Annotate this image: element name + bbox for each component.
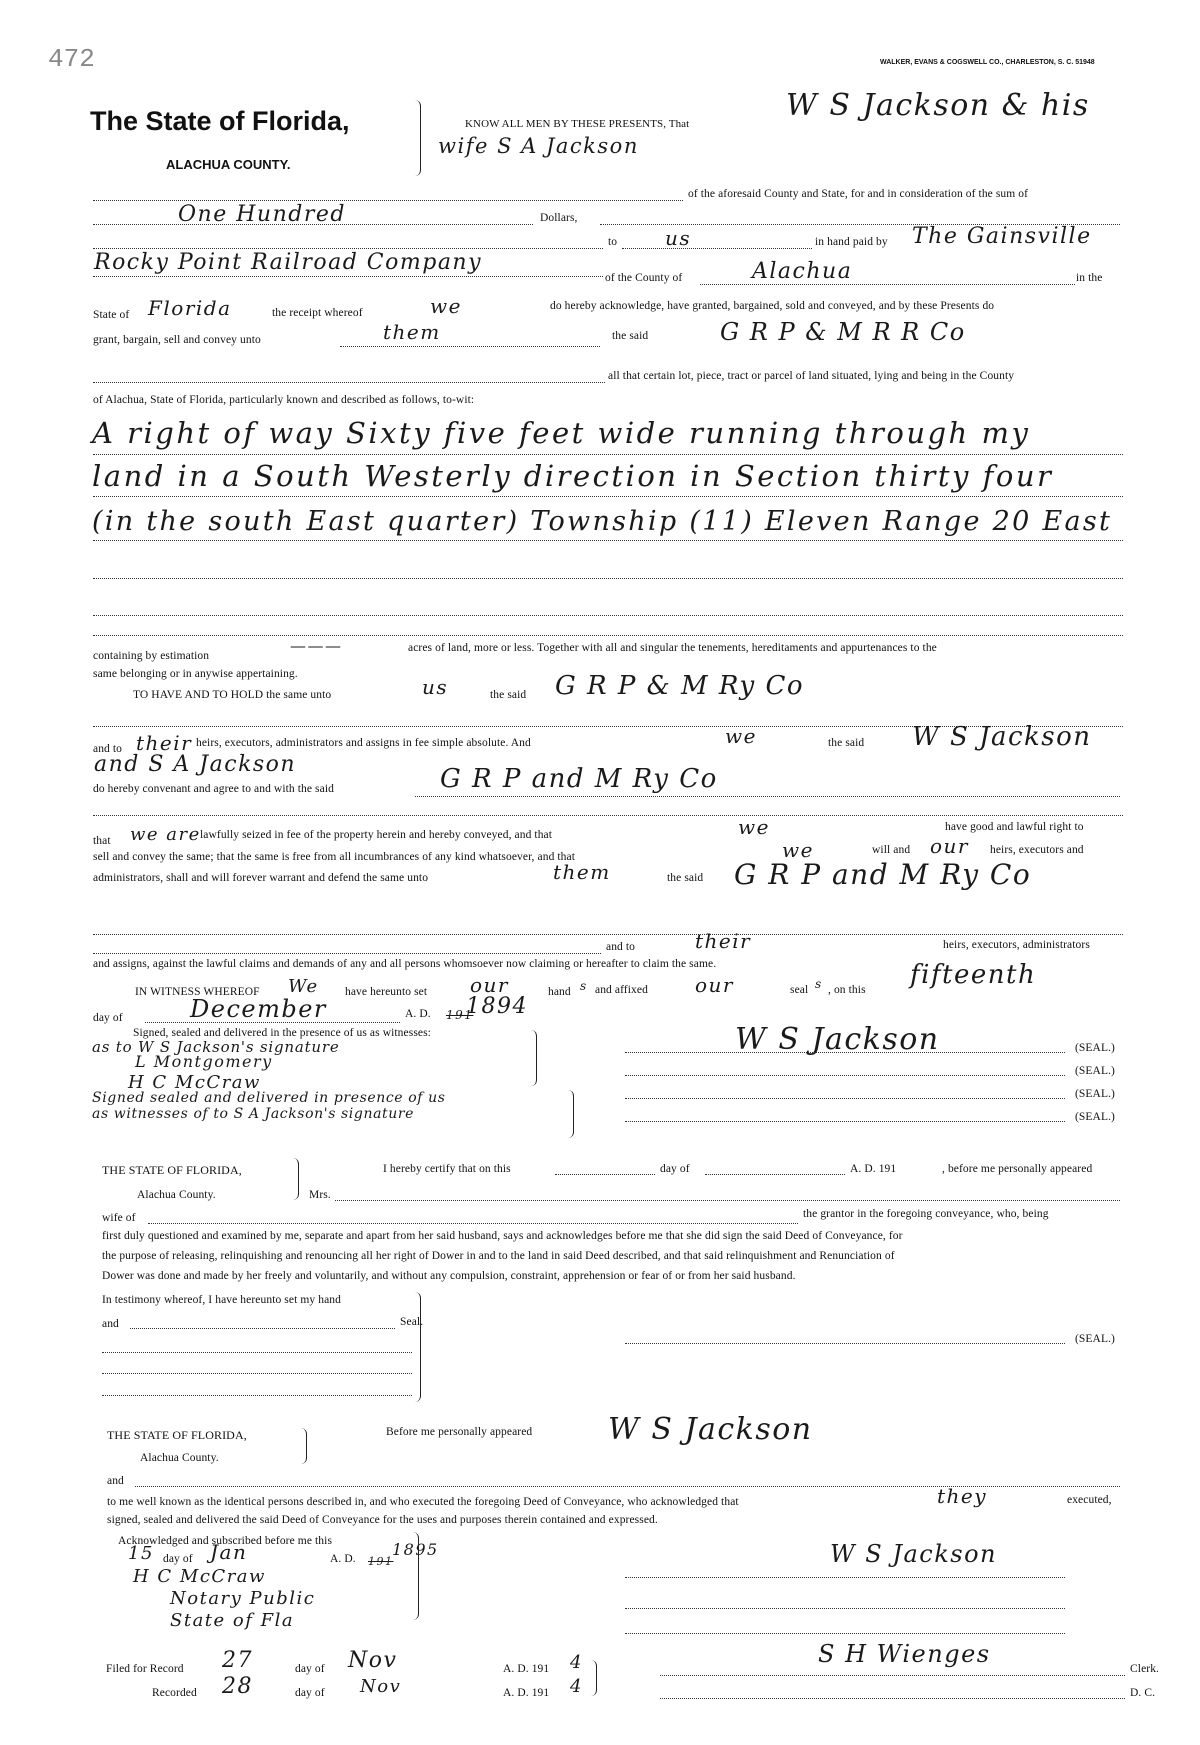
seal-line: [625, 1052, 1065, 1053]
on-this-handwritten: fifteenth: [910, 960, 1037, 990]
seal-suffix-handwritten: s: [815, 977, 823, 991]
seal-line: [625, 1343, 1065, 1344]
seal-label-inline: seal: [790, 984, 809, 996]
ack-day-handwritten: 15: [128, 1543, 154, 1564]
witness-brace: [528, 1030, 537, 1086]
ack-executed: executed,: [1067, 1494, 1112, 1506]
recorded-day-handwritten: 28: [222, 1674, 253, 1699]
all-that-text: all that certain lot, piece, tract or parcel of land situated, lying and being in the County: [608, 370, 1015, 382]
fill-line: [93, 248, 603, 249]
signed-sealed-text: Signed, sealed and delivered in the presence of us as witnesses:: [133, 1027, 431, 1039]
header-brace: [412, 100, 421, 176]
ack-year-struck-handwritten: 191: [368, 1555, 394, 1568]
containing-label: containing by estimation: [93, 650, 210, 662]
to-label: to: [608, 236, 618, 248]
fill-line: [660, 1698, 1125, 1699]
the-said-label-3: the said: [828, 737, 865, 749]
ad-year-handwritten: 1894: [466, 994, 528, 1019]
fill-line: [93, 615, 1123, 616]
in-witness-label: IN WITNESS WHEREOF: [135, 986, 260, 998]
said-grantor-handwritten: W S Jackson: [912, 722, 1092, 752]
witness-we-handwritten: We: [288, 976, 319, 997]
and-to-handwritten: their: [136, 731, 193, 755]
that-we-are-handwritten: we are: [130, 824, 201, 845]
dower-county: Alachua County.: [137, 1189, 216, 1201]
state-of-handwritten: Florida: [148, 296, 232, 320]
filed-day-of: day of: [295, 1663, 325, 1675]
and-to-label-2: and to: [606, 941, 636, 953]
amount-handwritten: One Hundred: [178, 202, 346, 227]
fill-line: [660, 1675, 1125, 1676]
fill-line: [622, 248, 812, 249]
receipt-label: the receipt whereof: [272, 307, 363, 319]
fill-line: [340, 346, 600, 347]
on-this-text: , on this: [828, 984, 866, 996]
ad-label: A. D.: [405, 1008, 431, 1020]
dower-certify: I hereby certify that on this: [383, 1163, 511, 1175]
to-have-label: TO HAVE AND TO HOLD the same unto: [133, 689, 332, 701]
day-of-label: day of: [93, 1012, 123, 1024]
assigns-text: and assigns, against the lawful claims and demands of any and all persons whomsoever now claiming or hereafter to claim the same.: [93, 958, 717, 970]
and-grantor-2-handwritten: and S A Jackson: [94, 752, 297, 777]
dower-line-2: the purpose of releasing, relinquishing and renouncing all her right of Dower in and to the land in said Deed described, and that said relinquishment and Renunciation of: [102, 1250, 895, 1262]
ack-before: Before me personally appeared: [386, 1426, 533, 1438]
fill-line: [93, 224, 533, 225]
dower-grantor: the grantor in the foregoing conveyance, who, being: [803, 1208, 1049, 1220]
filed-label: Filed for Record: [106, 1663, 184, 1675]
dc-label: D. C.: [1130, 1687, 1156, 1699]
description-line-1: A right of way Sixty five feet wide running through my: [92, 416, 1031, 450]
of-alachua-text: of Alachua, State of Florida, particularly known and described as follows, to-wit:: [93, 394, 475, 406]
fill-line: [93, 953, 601, 954]
dower-before-me: , before me personally appeared: [942, 1163, 1093, 1175]
defend-said-handwritten: G R P and M Ry Co: [734, 858, 1032, 891]
filed-month-handwritten: Nov: [348, 1648, 398, 1673]
fill-line: [102, 1352, 412, 1353]
description-line-3: (in the south East quarter) Township (11) Eleven Range 20 East: [92, 506, 1113, 537]
ack-ad: A. D.: [330, 1553, 356, 1565]
aforesaid-text: of the aforesaid County and State, for and in consideration of the sum of: [688, 188, 1029, 200]
and-we-handwritten: we: [725, 724, 757, 748]
the-said-label-4: the said: [667, 872, 704, 884]
the-said-label-2: the said: [490, 689, 527, 701]
dower-line-3: Dower was done and made by her freely and voluntarily, and without any compulsion, constraint, apprehension or fear of or from her said husband.: [102, 1270, 796, 1282]
witness-line-2: L Montgomery: [135, 1052, 273, 1071]
filed-day-handwritten: 27: [222, 1648, 253, 1673]
that-we-handwritten: we: [738, 815, 770, 839]
and-affixed-text: and affixed: [595, 984, 648, 996]
in-hand-label: in hand paid by: [815, 236, 888, 248]
heirs-text: heirs, executors, administrators and assigns in fee simple absolute. And: [196, 737, 531, 749]
ack-and: and: [107, 1475, 124, 1487]
description-line-2: land in a South Westerly direction in Section thirty four: [92, 459, 1054, 493]
in-the-label: in the: [1076, 272, 1103, 284]
fill-line: [102, 1395, 412, 1396]
ack-acknowledged: Acknowledged and subscribed before me this: [118, 1535, 333, 1547]
will-and-text: will and: [872, 844, 911, 856]
notary-name: H C McCraw: [133, 1566, 266, 1587]
day-of-handwritten: December: [190, 995, 327, 1023]
defend-unto-handwritten: them: [553, 860, 611, 884]
seal-line: [625, 1098, 1065, 1099]
convey-unto-handwritten: them: [383, 320, 441, 344]
ack-sub-brace: [412, 1532, 419, 1620]
hand-label: hand: [548, 986, 571, 998]
ack-line-2: signed, sealed and delivered the said Deed of Conveyance for the uses and purposes therein contained and expressed.: [107, 1514, 658, 1526]
sell-text: sell and convey the same; that the same is free from all incumbrances of any kind whatsoever, and that: [93, 851, 576, 863]
paid-by-handwritten-2: Rocky Point Railroad Company: [94, 250, 483, 275]
ack-they-handwritten: they: [937, 1484, 988, 1508]
heirs-exec-admin-text: heirs, executors, administrators: [943, 939, 1090, 951]
seal-line: [625, 1075, 1065, 1076]
fill-line: [93, 496, 1123, 497]
fill-line: [93, 815, 1123, 816]
ack-day-of: day of: [163, 1553, 193, 1565]
fill-line: [625, 1577, 1065, 1578]
acres-handwritten: ———: [290, 636, 343, 655]
witness-line-4: Signed sealed and delivered in presence of us: [92, 1090, 446, 1106]
will-we-handwritten: we: [782, 838, 814, 862]
ack-county: Alachua County.: [140, 1452, 219, 1464]
ack-brace: [300, 1428, 307, 1464]
hold-said-handwritten: G R P & M Ry Co: [555, 671, 805, 701]
filed-year-handwritten: 4: [570, 1652, 583, 1673]
paid-by-handwritten-1: The Gainsville: [912, 224, 1092, 249]
know-all-text: KNOW ALL MEN BY THESE PRESENTS, That: [465, 118, 690, 130]
county-heading: ALACHUA COUNTY.: [166, 157, 291, 172]
have-hereunto-text: have hereunto set: [345, 986, 428, 998]
dower-day-of: day of: [660, 1163, 690, 1175]
fill-line: [145, 1022, 400, 1023]
filed-ad: A. D. 191: [503, 1663, 550, 1675]
fill-line: [93, 540, 1123, 541]
fill-line: [335, 1200, 1120, 1201]
dower-ad: A. D. 191: [850, 1163, 897, 1175]
the-said-handwritten: G R P & M R R Co: [720, 318, 966, 346]
do-hereby-text: do hereby convenant and agree to and with the said: [93, 783, 334, 795]
ad-struck-handwritten: 191: [446, 1008, 474, 1022]
affixed-our-handwritten: our: [695, 973, 734, 997]
dollars-label: Dollars,: [540, 212, 578, 224]
grantor-name-2: wife S A Jackson: [438, 134, 639, 158]
administrators-text: administrators, shall and will forever warrant and defend the same unto: [93, 872, 429, 884]
fill-line: [148, 1223, 798, 1224]
fill-line: [625, 1608, 1065, 1609]
document-title: The State of Florida,: [90, 106, 350, 136]
recorded-day-of: day of: [295, 1687, 325, 1699]
seal-label-1: (SEAL.): [1075, 1042, 1115, 1054]
ack-line-1: to me well known as the identical persons described in, and who executed the foregoing Deed of Conveyance, who acknowledged that: [107, 1496, 739, 1508]
fill-line: [93, 200, 683, 201]
recorded-year-handwritten: 4: [570, 1676, 583, 1697]
county-of-handwritten: Alachua: [752, 259, 853, 284]
dower-wife-of: wife of: [102, 1212, 136, 1224]
page-number: 472: [48, 44, 95, 74]
fill-line: [93, 276, 603, 277]
acknowledge-text: do hereby acknowledge, have granted, bargained, sold and conveyed, and by these Presents do: [550, 300, 995, 312]
that-label: that: [93, 835, 111, 847]
fill-line: [555, 1174, 655, 1175]
to-whom-handwritten: us: [665, 226, 692, 250]
the-said-label: the said: [612, 330, 649, 342]
clerk-label: Clerk.: [1130, 1663, 1160, 1675]
notary-state: State of Fla: [170, 1610, 295, 1631]
dower-testimony: In testimony whereof, I have hereunto set my hand: [102, 1294, 341, 1306]
witness-line-5: as witnesses of to S A Jackson's signature: [92, 1106, 415, 1122]
grantor-signature: W S Jackson: [735, 1022, 940, 1057]
fill-line: [625, 1633, 1065, 1634]
fill-line: [102, 1373, 412, 1374]
dower-and: and: [102, 1318, 119, 1330]
acres-text: acres of land, more or less. Together with all and singular the tenements, hereditaments and appurtenances to the: [408, 642, 937, 654]
convenant-with-handwritten: G R P and M Ry Co: [440, 764, 718, 794]
dower-seal-label: (SEAL.): [1075, 1333, 1115, 1345]
clerk-signature: S H Wienges: [818, 1640, 991, 1668]
fill-line: [700, 284, 1075, 285]
grantor-name-1: W S Jackson & his: [786, 88, 1090, 123]
of-the-county-label: of the County of: [605, 272, 683, 284]
dower-state: THE STATE OF FLORIDA,: [102, 1163, 242, 1177]
hold-unto-handwritten: us: [422, 675, 449, 699]
hand-suffix-handwritten: s: [580, 979, 588, 993]
recorded-month-handwritten: Nov: [360, 1676, 402, 1697]
seal-label-2: (SEAL.): [1075, 1065, 1115, 1077]
dower-line-1: first duly questioned and examined by me, separate and apart from her said husband, says and acknowledges before me that she did sign the said Deed of Conveyance, for: [102, 1230, 903, 1242]
ack-signature: W S Jackson: [830, 1540, 998, 1568]
fill-line: [93, 635, 1123, 636]
dower-brace: [292, 1158, 299, 1200]
fill-line: [130, 1328, 395, 1329]
dower-seal: Seal.: [400, 1316, 424, 1328]
dower-testimony-brace: [412, 1292, 421, 1402]
our-heirs-handwritten: our: [930, 834, 969, 858]
witness-line-3: H C McCraw: [128, 1072, 261, 1093]
filing-brace: [590, 1660, 597, 1696]
ack-person-handwritten: W S Jackson: [608, 1412, 813, 1447]
fill-line: [93, 578, 1123, 579]
state-of-label: State of: [93, 309, 130, 321]
ack-month-handwritten: Jan: [210, 1540, 248, 1564]
fill-line: [705, 1174, 845, 1175]
receipt-handwritten: we: [430, 294, 462, 318]
witness-line-1: as to W S Jackson's signature: [92, 1038, 340, 1056]
recorded-label: Recorded: [152, 1687, 197, 1699]
same-belonging-text: same belonging or in anywise appertaining.: [93, 668, 298, 680]
hand-our-handwritten: our: [470, 973, 509, 997]
seal-label-4: (SEAL.): [1075, 1111, 1115, 1123]
fill-line: [415, 796, 1120, 797]
ack-year-handwritten: 1895: [392, 1540, 439, 1559]
fill-line: [93, 934, 1123, 935]
witness-brace-2: [565, 1090, 574, 1138]
and-to-label: and to: [93, 743, 123, 755]
grant-label: grant, bargain, sell and convey unto: [93, 334, 261, 346]
dower-mrs: Mrs.: [309, 1189, 331, 1201]
have-good-text: have good and lawful right to: [945, 821, 1084, 833]
seal-label-3: (SEAL.): [1075, 1088, 1115, 1100]
seal-line: [625, 1121, 1065, 1122]
fill-line: [93, 382, 605, 383]
notary-title: Notary Public: [170, 1588, 316, 1609]
and-to-2-handwritten: their: [695, 929, 752, 953]
recorded-ad: A. D. 191: [503, 1687, 550, 1699]
fill-line: [93, 454, 1123, 455]
ack-state: THE STATE OF FLORIDA,: [107, 1428, 247, 1442]
printer-imprint: WALKER, EVANS & COGSWELL CO., CHARLESTON, S. C. 51948: [880, 59, 1095, 66]
heirs-exec-text: heirs, executors and: [990, 844, 1084, 856]
lawfully-text: lawfully seized in fee of the property herein and hereby conveyed, and that: [200, 829, 553, 841]
